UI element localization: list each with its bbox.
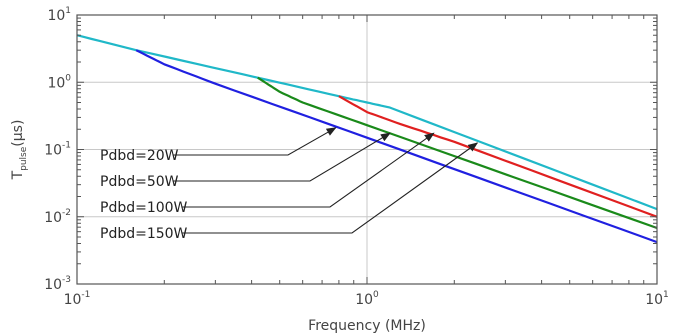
annotation-arrow-0 [173, 128, 336, 155]
y-axis-label-sub: pulse [19, 146, 29, 171]
x-axis-label: Frequency (MHz) [308, 318, 426, 334]
y-axis-label-main: T [10, 170, 26, 180]
annotation-arrow-1 [173, 133, 390, 181]
y-tick-label-0: $10^{-3}$ [44, 275, 71, 293]
series-line-1 [339, 96, 657, 217]
y-axis-label-unit: (μs) [10, 119, 26, 147]
series-line-2 [258, 78, 657, 228]
x-tick-label-2: $10^1$ [645, 290, 669, 308]
y-tick-label-2: $10^{-1}$ [44, 140, 71, 159]
annotation-label-3: Pdbd=150W [100, 226, 188, 242]
annotation-label-0: Pdbd=20W [100, 148, 179, 164]
x-tick-label-1: $10^0$ [355, 290, 379, 308]
series-line-3 [136, 50, 657, 242]
x-tick-label-0: $10^{-1}$ [63, 290, 91, 308]
y-tick-label-3: $10^0$ [47, 73, 71, 92]
y-tick-label-1: $10^{-2}$ [44, 207, 71, 226]
y-axis-label [10, 120, 29, 181]
y-tick-label-4: $10^1$ [47, 6, 71, 24]
annotation-label-1: Pdbd=50W [100, 174, 179, 190]
annotation-label-2: Pdbd=100W [100, 200, 188, 216]
annotation-arrow-3 [181, 143, 477, 233]
